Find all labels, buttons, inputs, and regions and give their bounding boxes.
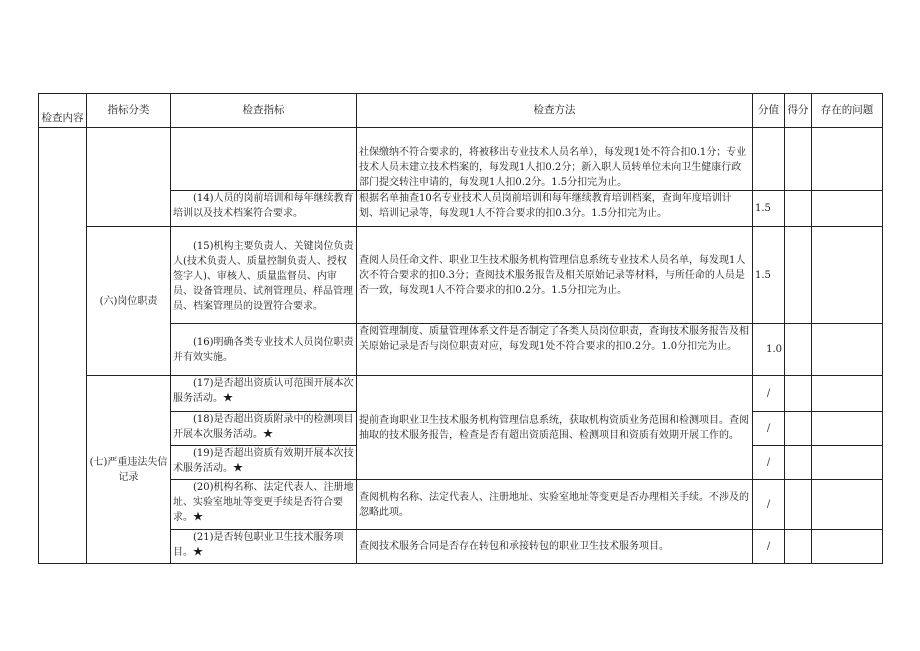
score-cell: 1.5 xyxy=(753,227,785,324)
indicator-cell: (15)机构主要负责人、关键岗位负责人(技术负责人、质量控制负责人、授权签字人)、审核人、质量监督员、内审员、设备管理员、试剂管理员、样品管理员、档案管理员的设置符合要求。 xyxy=(171,227,357,324)
got-cell[interactable] xyxy=(785,227,812,324)
inspection-table xyxy=(38,93,883,564)
method-cell: 查阅人员任命文件、职业卫生技术服务机构管理信息系统专业技术人员名单，每发现1人次不符合要求的扣0.3分；查阅技术服务报告及相关原始记录等材料，与所任命的人员是否一致，每发现1人不符合要求的扣0.2分。1.5分扣完为止。 xyxy=(357,227,753,324)
table-row xyxy=(39,128,883,191)
method-cell: 社保缴纳不符合要求的，将被移出专业技术人员名单），每发现1处不符合扣0.1分；专业技术人员未建立技术档案的，每发现1人扣0.2分；新入职人员转单位未向卫生健康行政部门提交转注申请的，每发现1人扣0.2分。1.5分扣完为止。 xyxy=(357,128,753,191)
indicator-cell: (14)人员的岗前培训和每年继续教育培训以及技术档案符合要求。 xyxy=(171,191,357,227)
issues-cell[interactable] xyxy=(812,446,883,480)
indicator-cell: (21)是否转包职业卫生技术服务项目。★ xyxy=(171,530,357,564)
header-method: 检查方法 xyxy=(357,94,753,128)
header-issues: 存在的问题 xyxy=(812,94,883,128)
got-cell[interactable] xyxy=(785,530,812,564)
score-cell: / xyxy=(753,412,785,446)
header-row xyxy=(39,94,883,128)
category-cell: (六)岗位职责 xyxy=(87,227,171,376)
indicator-cell xyxy=(171,128,357,191)
header-score: 分值 xyxy=(753,94,785,128)
score-cell: 1.0 xyxy=(753,324,785,376)
method-cell: 根据名单抽查10名专业技术人员岗前培训和每年继续教育培训档案，查询年度培训计划、培训记录等，每发现1人不符合要求的扣0.3分。1.5分扣完为止。 xyxy=(357,191,753,227)
score-cell: / xyxy=(753,376,785,412)
header-indicator: 检查指标 xyxy=(171,94,357,128)
issues-cell[interactable] xyxy=(812,324,883,376)
table-row xyxy=(39,227,883,324)
score-cell: / xyxy=(753,480,785,530)
table-row xyxy=(39,376,883,412)
issues-cell[interactable] xyxy=(812,480,883,530)
got-cell[interactable] xyxy=(785,412,812,446)
issues-cell[interactable] xyxy=(812,376,883,412)
score-cell: / xyxy=(753,530,785,564)
got-cell[interactable] xyxy=(785,191,812,227)
header-category: 指标分类 xyxy=(87,94,171,128)
category-cell: (七)严重违法失信记录 xyxy=(87,376,171,564)
score-cell: 1.5 xyxy=(753,191,785,227)
indicator-cell: (18)是否超出资质附录中的检测项目开展本次服务活动。★ xyxy=(171,412,357,446)
issues-cell[interactable] xyxy=(812,128,883,191)
header-content: 检查内容 xyxy=(39,94,87,128)
method-cell: 提前查询职业卫生技术服务机构管理信息系统，获取机构资质业务范围和检测项目。查阅抽取的技术服务报告，检查是否有超出资质范围、检测项目和资质有效期开展工作的。 xyxy=(357,376,753,480)
indicator-cell: (20)机构名称、法定代表人、注册地址、实验室地址等变更手续是否符合要求。★ xyxy=(171,480,357,530)
got-cell[interactable] xyxy=(785,324,812,376)
method-cell: 查阅管理制度、质量管理体系文件是否制定了各类人员岗位职责，查询技术服务报告及相关原始记录是否与岗位职责对应，每发现1处不符合要求的扣0.2分。1.0分扣完为止。 xyxy=(357,324,753,376)
issues-cell[interactable] xyxy=(812,191,883,227)
content-cell xyxy=(39,128,87,564)
got-cell[interactable] xyxy=(785,480,812,530)
score-cell: / xyxy=(753,446,785,480)
indicator-cell: (17)是否超出资质认可范围开展本次服务活动。★ xyxy=(171,376,357,412)
score-cell xyxy=(753,128,785,191)
header-got: 得分 xyxy=(785,94,812,128)
category-cell xyxy=(87,128,171,227)
method-cell: 查阅技术服务合同是否存在转包和承接转包的职业卫生技术服务项目。 xyxy=(357,530,753,564)
got-cell[interactable] xyxy=(785,128,812,191)
indicator-cell: (19)是否超出资质有效期开展本次技术服务活动。★ xyxy=(171,446,357,480)
issues-cell[interactable] xyxy=(812,530,883,564)
issues-cell[interactable] xyxy=(812,227,883,324)
got-cell[interactable] xyxy=(785,446,812,480)
method-cell: 查阅机构名称、法定代表人、注册地址、实验室地址等变更是否办理相关手续。不涉及的忽略此项。 xyxy=(357,480,753,530)
issues-cell[interactable] xyxy=(812,412,883,446)
got-cell[interactable] xyxy=(785,376,812,412)
indicator-cell: (16)明确各类专业技术人员岗位职责并有效实施。 xyxy=(171,324,357,376)
